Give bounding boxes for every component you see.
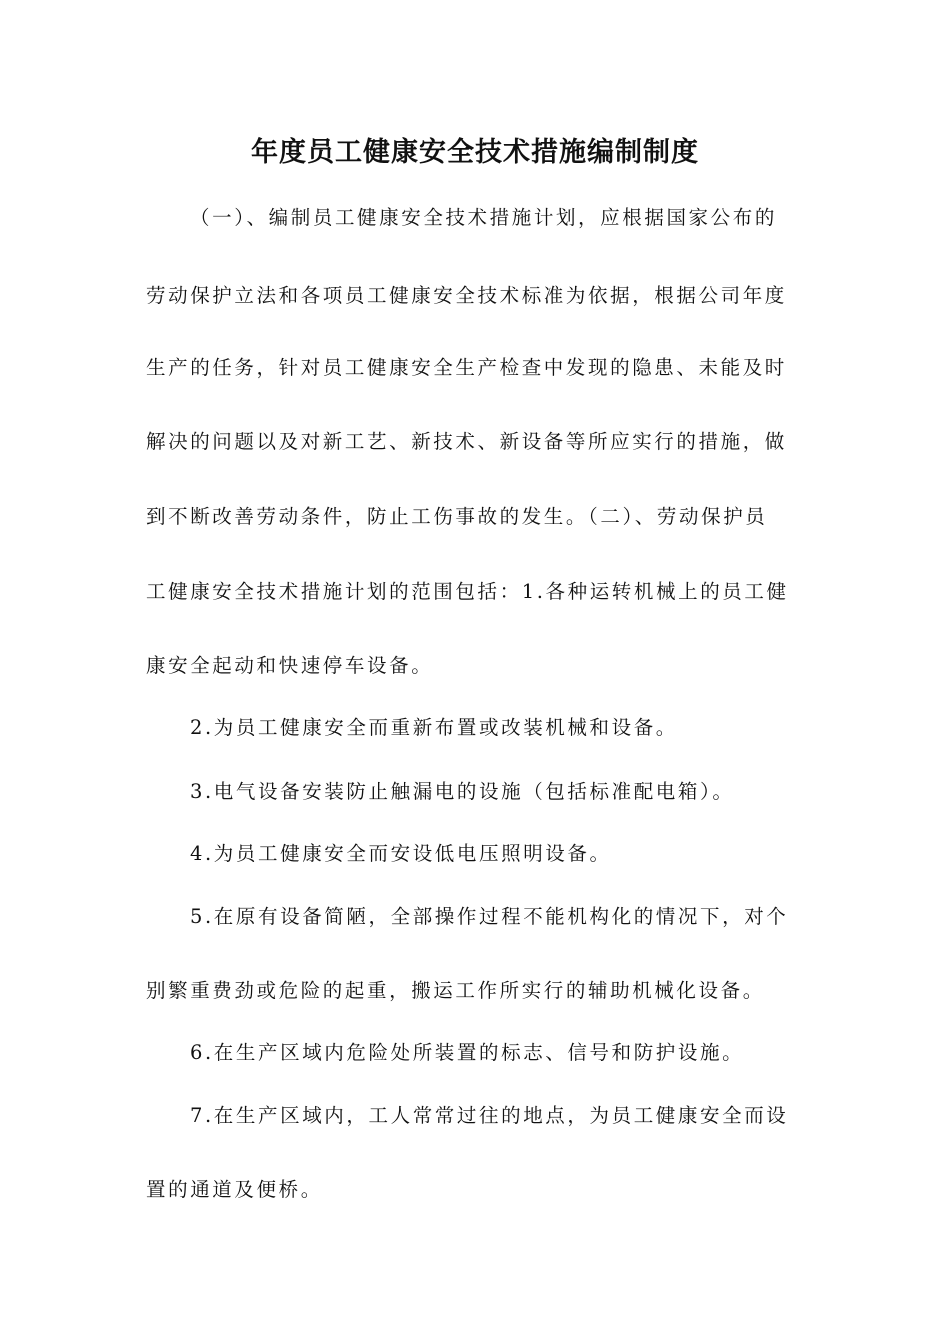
list-item: 4.为员工健康安全而安设低电压照明设备。 xyxy=(190,842,612,865)
paragraph-line: （一）、编制员工健康安全技术措施计划，应根据国家公布的 xyxy=(190,206,777,229)
list-item: 2.为员工健康安全而重新布置或改装机械和设备。 xyxy=(190,716,678,739)
list-item: 7.在生产区域内，工人常常过往的地点，为员工健康安全而设 xyxy=(190,1104,789,1127)
paragraph-line: 康安全起动和快速停车设备。 xyxy=(146,654,434,677)
list-item: 3.电气设备安装防止触漏电的设施（包括标准配电箱）。 xyxy=(190,780,735,803)
paragraph-line: 解决的问题以及对新工艺、新技术、新设备等所应实行的措施，做 xyxy=(146,430,787,453)
paragraph-line: 工健康安全技术措施计划的范围包括：1.各种运转机械上的员工健 xyxy=(146,580,789,603)
paragraph-line: 生产的任务，针对员工健康安全生产检查中发现的隐患、未能及时 xyxy=(146,356,787,379)
list-item-continuation: 别繁重费劲或危险的起重，搬运工作所实行的辅助机械化设备。 xyxy=(146,979,765,1002)
paragraph-line: 到不断改善劳动条件，防止工伤事故的发生。（二）、劳动保护员 xyxy=(146,505,768,528)
list-item: 6.在生产区域内危险处所装置的标志、信号和防护设施。 xyxy=(190,1041,745,1064)
document-title: 年度员工健康安全技术措施编制制度 xyxy=(251,137,699,168)
list-item: 5.在原有设备简陋，全部操作过程不能机构化的情况下，对个 xyxy=(190,905,789,928)
list-item-continuation: 置的通道及便桥。 xyxy=(146,1178,323,1201)
paragraph-line: 劳动保护立法和各项员工健康安全技术标准为依据，根据公司年度 xyxy=(146,284,787,307)
